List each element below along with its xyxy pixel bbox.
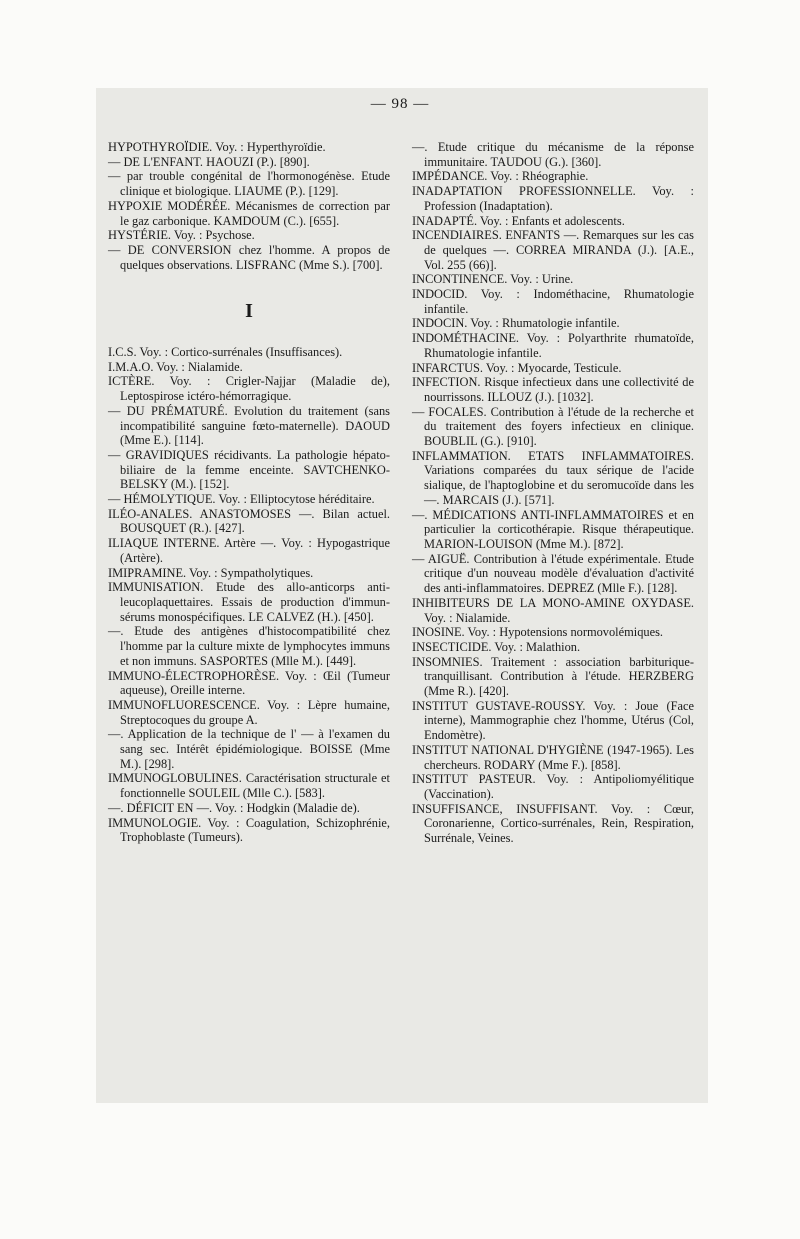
index-entry: —. MÉDICATIONS ANTI-INFLAMMATOIRES et en particulier la corticothérapie. Risque thérapeutique. MARION-LOUISON (Mme M.). [872].	[412, 507, 694, 551]
index-entry: IMIPRAMINE. Voy. : Sympatholytiques.	[108, 565, 314, 580]
index-entries-i-continued	[412, 140, 694, 846]
index-entry: IMPÉDANCE. Voy. : Rhéographie.	[412, 169, 589, 184]
index-entry: IMMUNOLOGIE. Voy. : Coagulation, Schizophrénie, Trophoblaste (Tumeurs).	[108, 815, 390, 845]
index-entry: — par trouble congénital de l'hormonogénèse. Etude clinique et biologique. LIAUME (P.). [129].	[108, 169, 390, 199]
index-entry: ICTÈRE. Voy. : Crigler-Najjar (Maladie de), Leptospirose ictéro-hémorragique.	[108, 374, 390, 404]
index-entry: INFECTION. Risque infectieux dans une collectivité de nourrissons. ILLOUZ (J.). [1032].	[412, 375, 694, 404]
index-entry: IMMUNO-ÉLECTROPHORÈSE. Voy. : Œil (Tumeur aqueuse), Oreille interne.	[108, 668, 390, 698]
index-entry: INDOCID. Voy. : Indométhacine, Rhumatologie infantile.	[412, 287, 694, 316]
index-entry: IMMUNISATION. Etude des allo-anticorps anti-leucoplaquettaires. Essais de production d'immun-sérums monospécifiques. LE CALVEZ (H.). [450].	[108, 580, 390, 624]
index-entry: IMMUNOGLOBULINES. Caractérisation structurale et fonctionnelle SOULEIL (Mlle C.). [583].	[108, 771, 390, 801]
index-entry: ILIAQUE INTERNE. Artère —. Voy. : Hypogastrique (Artère).	[108, 536, 390, 565]
index-entry: INFARCTUS. Voy. : Myocarde, Testicule.	[412, 360, 622, 375]
index-entries-i	[108, 345, 390, 845]
index-entry: INSOMNIES. Traitement : association barbiturique-tranquillisant. Contribution à l'étude. HERZBERG (Mme R.). [420].	[412, 654, 694, 699]
left-column	[108, 140, 390, 845]
index-entry: IMMUNOFLUORESCENCE. Voy. : Lèpre humaine, Streptocoques du groupe A.	[108, 697, 390, 727]
index-entry: INADAPTATION PROFESSIONNELLE. Voy. : Profession (Inadaptation).	[412, 184, 694, 213]
section-letter: I	[245, 300, 253, 323]
index-entry: HYSTÉRIE. Voy. : Psychose.	[108, 228, 255, 243]
index-entry: INDOCIN. Voy. : Rhumatologie infantile.	[412, 316, 620, 331]
index-entry: INFLAMMATION. ETATS INFLAMMATOIRES. Variations comparées du taux sérique de l'acide sialique, de l'haptoglobine et du seromucoïde dans les —. MARCAIS (J.). [571].	[412, 448, 694, 507]
index-entries-h	[108, 140, 390, 272]
index-entry: INSECTICIDE. Voy. : Malathion.	[412, 639, 581, 654]
index-entry: — HÉMOLYTIQUE. Voy. : Elliptocytose héréditaire.	[108, 492, 375, 507]
index-entry: — FOCALES. Contribution à l'étude de la recherche et du traitement des foyers infectieux en clinique. BOUBLIL (G.). [910].	[412, 404, 694, 449]
index-entry: — DE L'ENFANT. HAOUZI (P.). [890].	[108, 154, 310, 169]
index-entry: INOSINE. Voy. : Hypotensions normovolémiques.	[412, 625, 664, 640]
index-entry: I.C.S. Voy. : Cortico-surrénales (Insuffisances).	[108, 345, 343, 360]
index-entry: —. Etude des antigènes d'histocompatibilité chez l'homme par la culture mixte de lymphocytes immuns et non immuns. SASPORTES (Mlle M.). [449].	[108, 624, 390, 668]
index-entry: HYPOXIE MODÉRÉE. Mécanismes de correction par le gaz carbonique. KAMDOUM (C.). [655].	[108, 198, 390, 228]
index-entry: INSUFFISANCE, INSUFFISANT. Voy. : Cœur, Coronarienne, Cortico-surrénales, Rein, Respiration, Surrénale, Veines.	[412, 801, 694, 846]
index-entry: INADAPTÉ. Voy. : Enfants et adolescents.	[412, 213, 625, 228]
index-entry: — GRAVIDIQUES récidivants. La pathologie hépato-biliaire de la femme enceinte. SAVTCHENKO-BELSKY (M.). [152].	[108, 447, 390, 492]
index-entry: I.M.A.O. Voy. : Nialamide.	[108, 359, 243, 374]
index-entry: INCENDIAIRES. ENFANTS —. Remarques sur les cas de quelques —. CORREA MIRANDA (J.). [A.E., Vol. 255 (66)].	[412, 228, 694, 272]
index-entry: INDOMÉTHACINE. Voy. : Polyarthrite rhumatoïde, Rhumatologie infantile.	[412, 331, 694, 360]
index-entry: — DU PRÉMATURÉ. Evolution du traitement (sans incompatibilité sanguine fœto-maternelle). DAOUD (Mme E.). [114].	[108, 403, 390, 448]
index-entry: —. DÉFICIT EN —. Voy. : Hodgkin (Maladie de).	[108, 800, 360, 815]
index-entry: INSTITUT PASTEUR. Voy. : Antipoliomyélitique (Vaccination).	[412, 772, 694, 801]
index-entry: — AIGUË. Contribution à l'étude expérimentale. Etude critique d'un nouveau modèle d'évaluation d'activité des anti-inflammatoires. DEPREZ (Mlle F.). [128].	[412, 551, 694, 596]
index-entry: INHIBITEURS DE LA MONO-AMINE OXYDASE. Voy. : Nialamide.	[412, 595, 694, 625]
right-column	[412, 140, 694, 846]
page-number: — 98 —	[370, 96, 430, 112]
index-entry: —. Etude critique du mécanisme de la réponse immunitaire. TAUDOU (G.). [360].	[412, 140, 694, 169]
index-entry: —. Application de la technique de l' — à l'examen du sang sec. Intérêt épidémiologique. BOISSE (Mme M.). [298].	[108, 727, 390, 771]
index-entry: — DE CONVERSION chez l'homme. A propos de quelques observations. LISFRANC (Mme S.). [700].	[108, 242, 390, 272]
index-entry: INSTITUT GUSTAVE-ROUSSY. Voy. : Joue (Face interne), Mammographie chez l'homme, Utérus (Col, Endomètre).	[412, 698, 694, 743]
index-entry: ILÉO-ANALES. ANASTOMOSES —. Bilan actuel. BOUSQUET (R.). [427].	[108, 506, 390, 536]
index-entry: INCONTINENCE. Voy. : Urine.	[412, 272, 574, 287]
index-entry: HYPOTHYROÏDIE. Voy. : Hyperthyroïdie.	[108, 140, 326, 154]
index-entry: INSTITUT NATIONAL D'HYGIÈNE (1947-1965). Les chercheurs. RODARY (Mme F.). [858].	[412, 742, 694, 772]
